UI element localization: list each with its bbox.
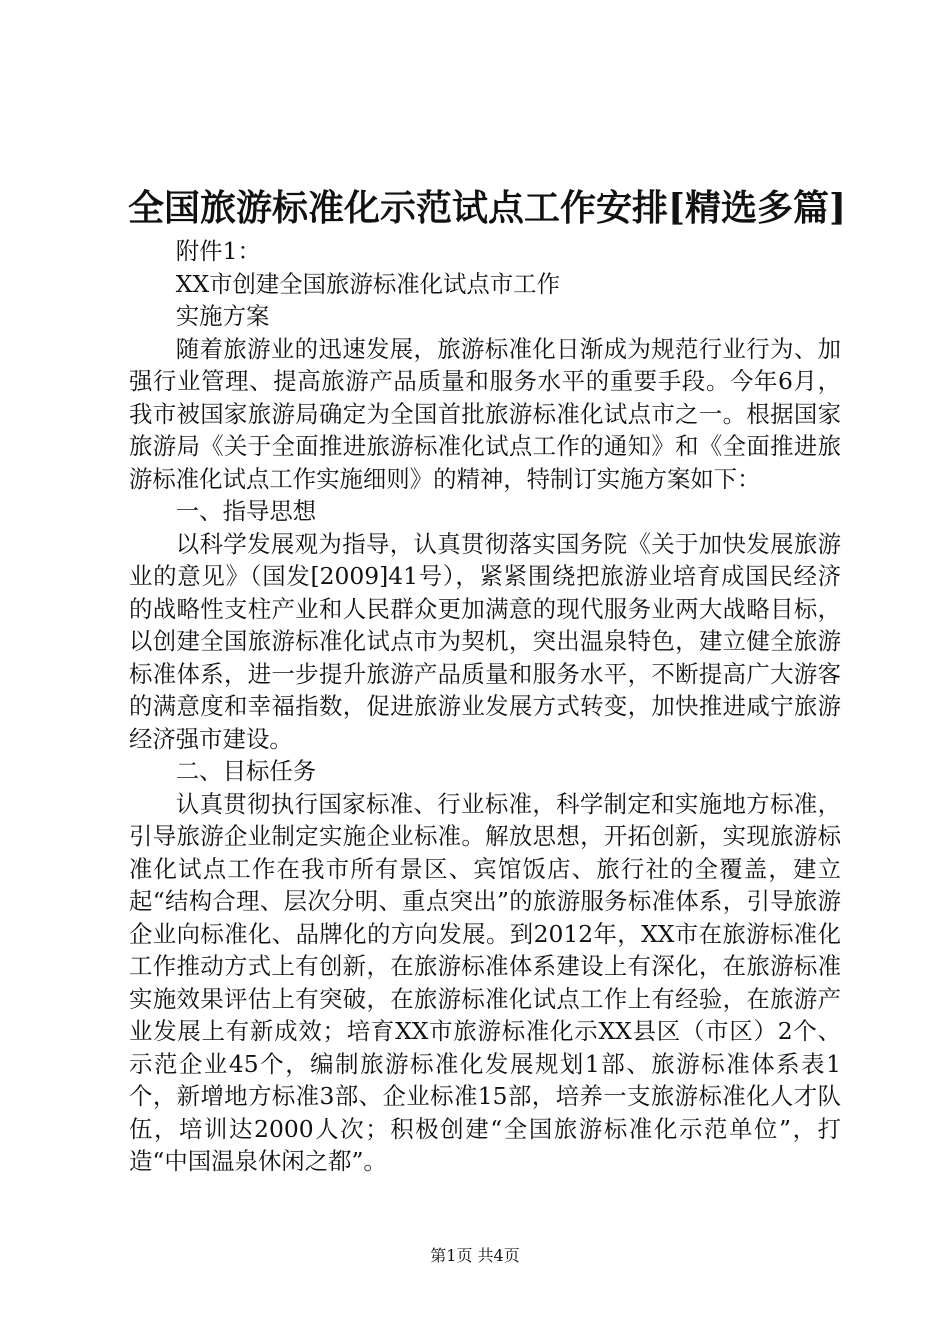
section-heading-guiding-ideology: 一、指导思想 bbox=[175, 497, 317, 525]
paragraph-plan-heading-line2: 实施方案 bbox=[175, 302, 270, 330]
document-title: 全国旅游标准化示范试点工作安排[精选多篇] bbox=[128, 187, 847, 229]
page-footer: 第1页 共4页 bbox=[430, 1246, 520, 1265]
paragraph-plan-heading-line1: XX市创建全国旅游标准化试点市工作 bbox=[175, 269, 560, 298]
paragraph-attachment-label: 附件1： bbox=[175, 237, 261, 265]
paragraph-introduction: 随着旅游业的迅速发展，旅游标准化日渐成为规范行业行为、加强行业管理、提高旅游产品质量和服务水平的重要手段。今年6月，我市被国家旅游局确定为全国首批旅游标准化试点市之一。根据国家旅游局《关于全面推进旅游标准化试点工作的通知》和《全面推进旅游标准化试点工作实施细则》的精神，特制订实施方案如下： bbox=[129, 334, 841, 493]
paragraph-goals-tasks: 认真贯彻执行国家标准、行业标准，科学制定和实施地方标准，引导旅游企业制定实施企业标准。解放思想，开拓创新，实现旅游标准化试点工作在我市所有景区、宾馆饭店、旅行社的全覆盖，建立起“结构合理、层次分明、重点突出”的旅游服务标准体系，引导旅游企业向标准化、品牌化的方向发展。到2012年，XX市在旅游标准化工作推动方式上有创新，在旅游标准体系建设上有深化，在旅游标准实施效果评估上有突破，在旅游标准化试点工作上有经验，在旅游产业发展上有新成效；培育XX市旅游标准化示XX县区（市区）2个、示范企业45个，编制旅游标准化发展规划1部、旅游标准体系表1个，新增地方标准3部、企业标准15部，培养一支旅游标准化人才队伍，培训达2000人次；积极创建“全国旅游标准化示范单位”，打造“中国温泉休闲之都”。 bbox=[129, 789, 841, 1175]
section-heading-goals-tasks: 二、目标任务 bbox=[175, 757, 317, 785]
paragraph-guiding-ideology: 以科学发展观为指导，认真贯彻落实国务院《关于加快发展旅游业的意见》（国发[2009]41号），紧紧围绕把旅游业培育成国民经济的战略性支柱产业和人民群众更加满意的现代服务业两大战略目标，以创建全国旅游标准化试点市为契机，突出温泉特色，建立健全旅游标准体系，进一步提升旅游产品质量和服务水平，不断提高广大游客的满意度和幸福指数，促进旅游业发展方式转变，加快推进咸宁旅游经济强市建设。 bbox=[129, 529, 841, 753]
document-body bbox=[129, 235, 841, 1178]
